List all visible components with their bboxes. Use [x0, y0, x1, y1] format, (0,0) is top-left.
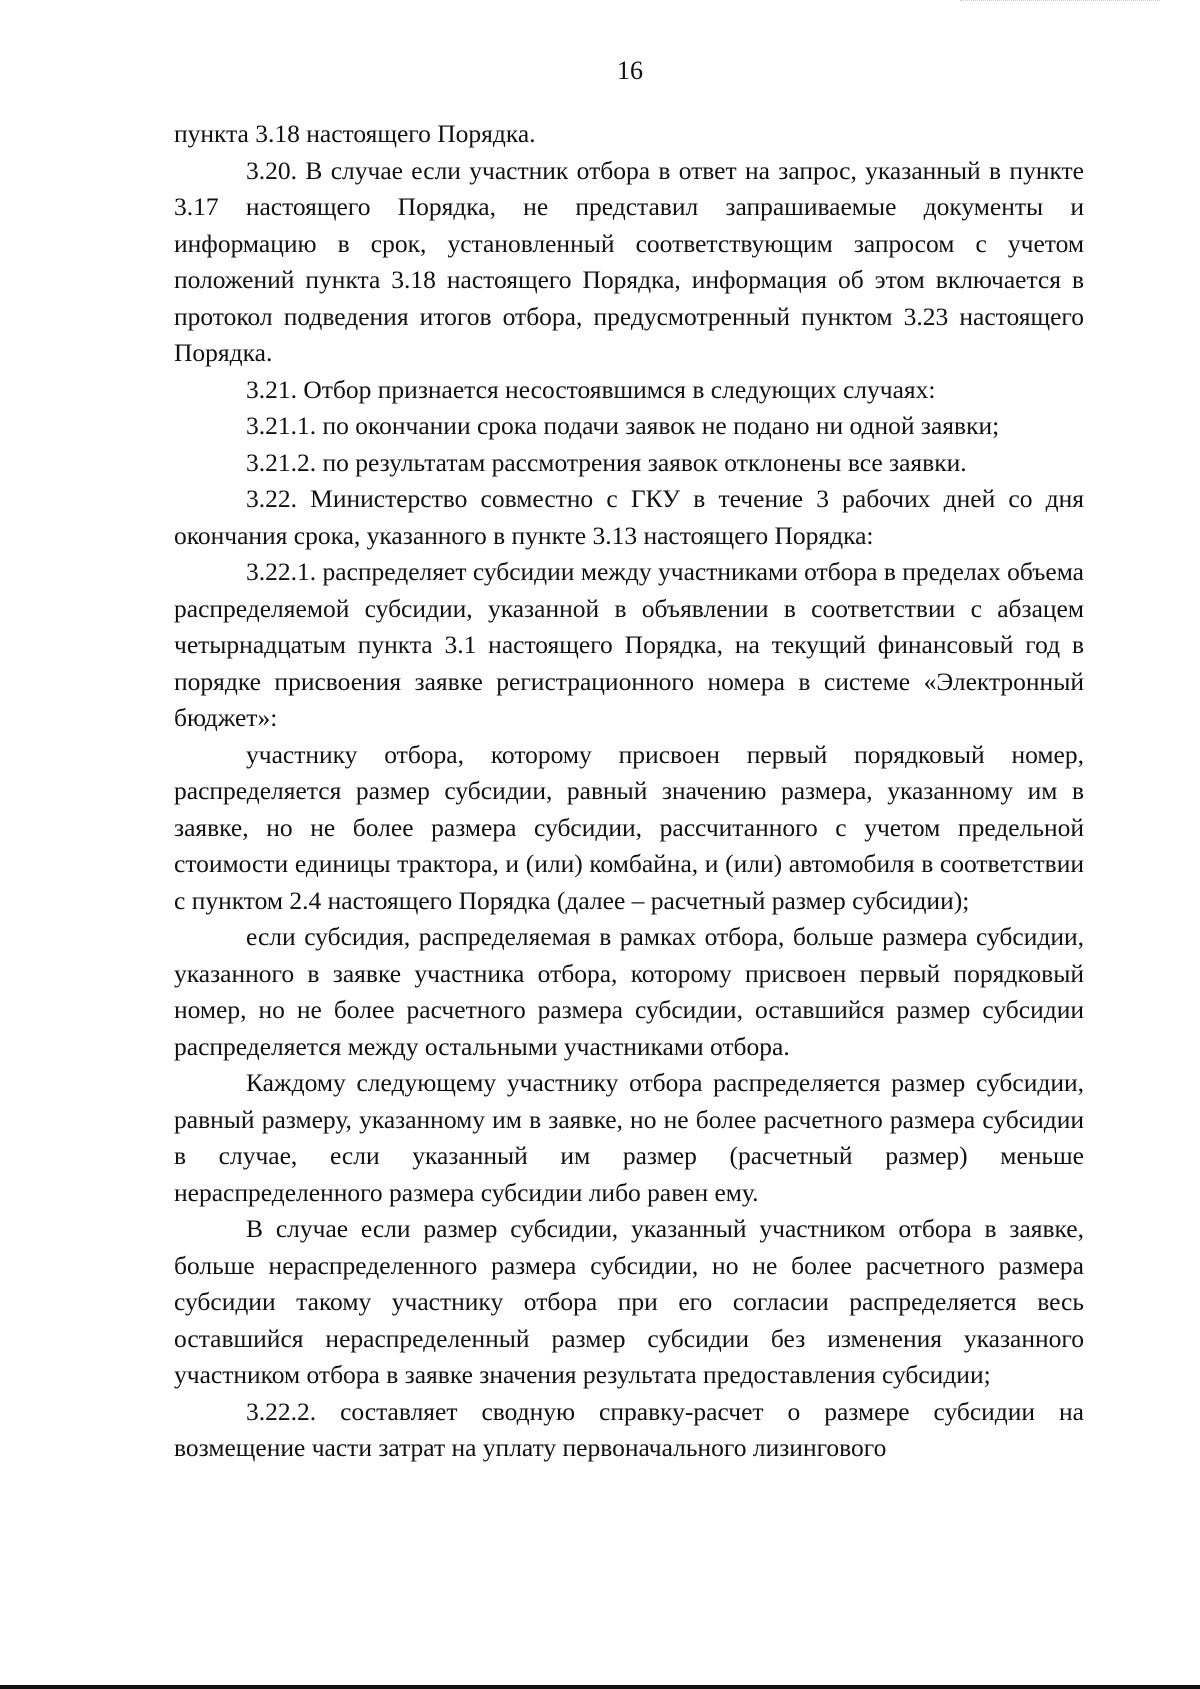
paragraph-3-21-1: 3.21.1. по окончании срока подачи заявок не подано ни одной заявки; [246, 411, 1000, 440]
paragraph-3-21-2: 3.21.2. по результатам рассмотрения заявок отклонены все заявки. [246, 447, 967, 477]
paragraph-3-22: 3.22. Министерство совместно с ГКУ в течение 3 рабочих дней со дня окончания срока, указанного в пункте 3.13 настоящего Порядка: [174, 484, 1084, 550]
paragraph-each-next-participant: Каждому следующему участнику отбора распределяется размер субсидии, равный размеру, указанному им в заявке, но не более расчетного размера субсидии в случае, если указанный им размер (расчетный размер) меньше нераспределенного размера субсидии либо равен ему. [174, 1068, 1084, 1207]
scan-artifact [960, 0, 1160, 2]
paragraph-continuation: пункта 3.18 настоящего Порядка. [174, 119, 536, 148]
paragraph-3-21: 3.21. Отбор признается несостоявшимся в следующих случаях: [246, 374, 936, 404]
document-body [174, 116, 1084, 1467]
page-number: 16 [617, 56, 643, 85]
scan-bottom-edge [0, 1685, 1200, 1689]
paragraph-3-20: 3.20. В случае если участник отбора в ответ на запрос, указанный в пункте 3.17 настоящего Порядка, не представил запрашиваемые документы и информацию в срок, установленный соответствующим запросом с учетом положений пункта 3.18 настоящего Порядка, информация об этом включается в протокол подведения итогов отбора, предусмотренный пунктом 3.23 настоящего Порядка. [174, 155, 1084, 367]
paragraph-remaining-subsidy: если субсидия, распределяемая в рамках отбора, больше размера субсидии, указанного в заявке участника отбора, которому присвоен первый порядковый номер, но не более расчетного размера субсидии, оставшийся размер субсидии распределяется между остальными участниками отбора. [174, 922, 1084, 1061]
paragraph-first-participant: участнику отбора, которому присвоен первый порядковый номер, распределяется размер субсидии, равный значению размера, указанному им в заявке, но не более размера субсидии, рассчитанного с учетом предельной стоимости единицы трактора, и (или) комбайна, и (или) автомобиля в соответствии с пунктом 2.4 настоящего Порядка (далее – расчетный размер субсидии); [174, 739, 1084, 915]
paragraph-3-22-2: 3.22.2. составляет сводную справку-расчет о размере субсидии на возмещение части затрат на уплату первоначального лизингового [174, 1396, 1084, 1462]
paragraph-3-22-1: 3.22.1. распределяет субсидии между участниками отбора в пределах объема распределяемой субсидии, указанной в объявлении в соответствии с абзацем четырнадцатым пункта 3.1 настоящего Порядка, на текущий финансовый год в порядке присвоения заявке регистрационного номера в системе «Электронный бюджет»: [174, 557, 1084, 732]
paragraph-larger-than-remaining: В случае если размер субсидии, указанный участником отбора в заявке, больше нераспределенного размера субсидии, но не более расчетного размера субсидии такому участнику отбора при его согласии распределяется весь оставшийся нераспределенный размер субсидии без изменения указанного участником отбора в заявке значения результата предоставления субсидии; [174, 1214, 1084, 1389]
